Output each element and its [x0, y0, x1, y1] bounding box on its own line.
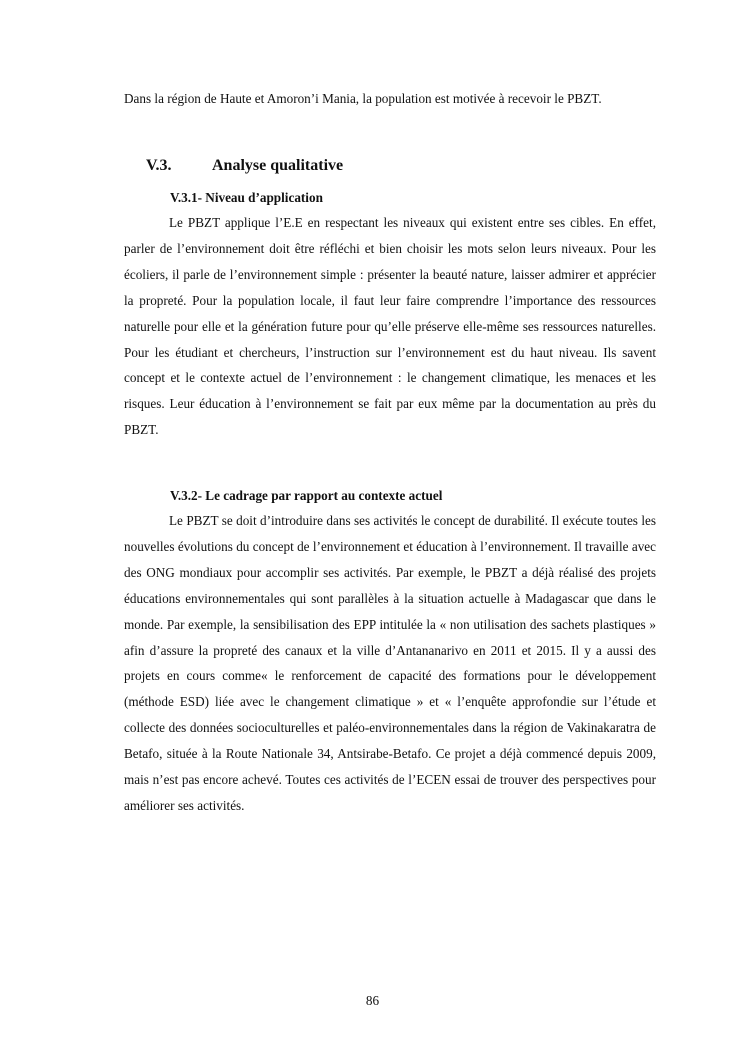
- subsection-heading-niveau: V.3.1- Niveau d’application: [170, 190, 323, 205]
- subsection-heading-cadrage: V.3.2- Le cadrage par rapport au contexte actuel: [170, 488, 443, 503]
- section-title: Analyse qualitative: [212, 157, 344, 174]
- section-heading: [146, 157, 343, 175]
- paragraph-niveau-application: Le PBZT applique l’E.E en respectant les niveaux qui existent entre ses cibles. En effet, parler de l’environnement doit être réfléchi et bien choisir les mots selon leurs niveaux. Pour les écoliers, il parle de l’environnement simple : présenter la beauté nature, laisser admirer et apprécier la propreté. Pour la population locale, il faut leur faire comprendre l’importance des ressources naturelle pour elle et la génération future pour qu’elle préserve elle-même ses ressources naturelles. Pour les étudiant et chercheurs, l’instruction sur l’environnement est du haut niveau. Ils savent concept et le contexte actuel de l’environnement : le changement climatique, les menaces et les risques. Leur éducation à l’environnement se fait par eux même par la documentation au près du PBZT.: [124, 215, 656, 438]
- paragraph-cadrage: Le PBZT se doit d’introduire dans ses activités le concept de durabilité. Il exécute toutes les nouvelles évolutions du concept de l’environnement et éducation à l’environnement. Il travaille avec des ONG mondiaux pour accomplir ses activités. Par exemple, le PBZT a déjà réalisé des projets éducations environnementales qui sont parallèles à la situation actuelle à Madagascar que dans le monde. Par exemple, la sensibilisation des EPP intitulée la « non utilisation des sachets plastiques » afin d’assure la propreté des canaux et la ville d’Antananarivo en 2011 et 2015. Il y a aussi des projets en cours comme« le renforcement de capacité des formations pour le développement (méthode ESD) liée avec le changement climatique » et « l’enquête approfondie sur l’étude et collecte des données socioculturelles et paléo-environnementales dans la région de Vakinakaratra de Betafo, située à la Route Nationale 34, Antsirabe-Betafo. Ce projet a déjà commencé depuis 2009, mais n’est pas encore achevé. Toutes ces activités de l’ECEN essai de trouver des perspectives pour améliorer ses activités.: [124, 513, 656, 813]
- section-number: V.3.: [146, 157, 172, 174]
- page-number: 86: [365, 993, 380, 1008]
- intro-paragraph: Dans la région de Haute et Amoron’i Mania, la population est motivée à recevoir le PBZT.: [124, 91, 602, 106]
- subsection-body-cadrage: [124, 508, 656, 819]
- intro-block: [124, 86, 656, 112]
- subsection-body-niveau: [124, 210, 656, 443]
